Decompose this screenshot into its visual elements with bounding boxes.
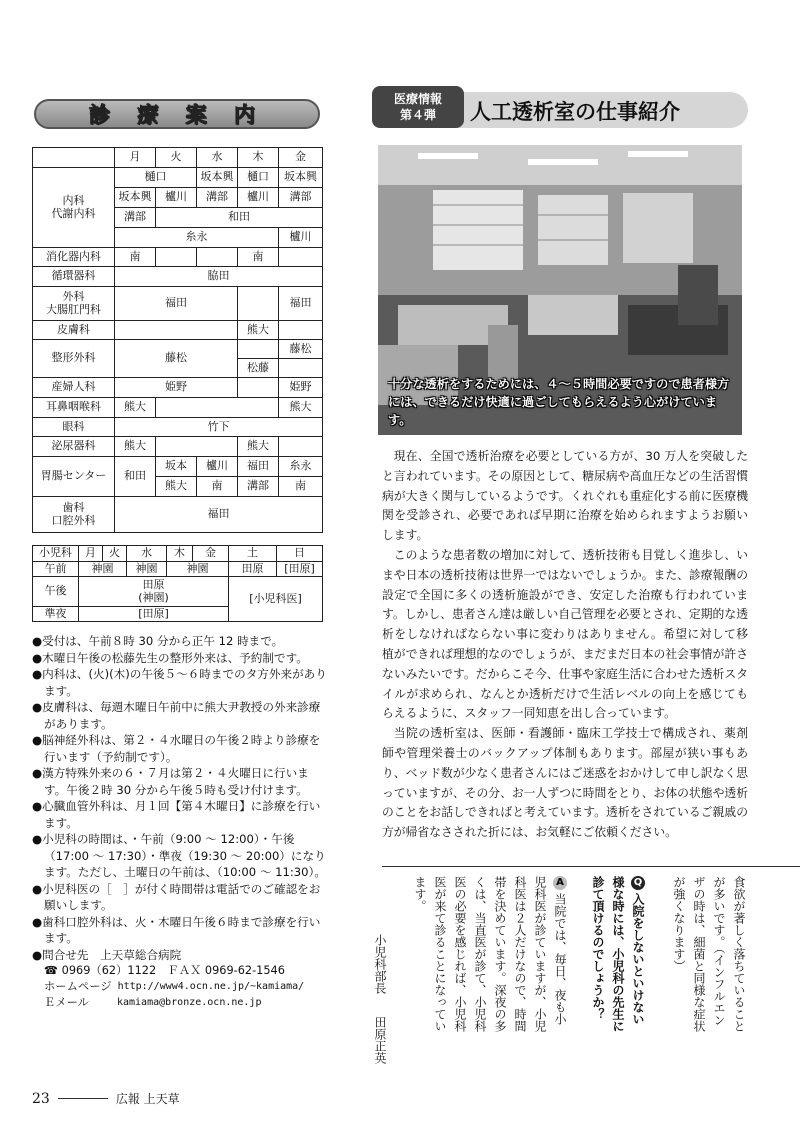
pediatric-header-row xyxy=(33,546,323,562)
cell: 南 xyxy=(238,248,279,267)
qa-prev-text: 食欲が著しく落ちていること xyxy=(732,876,746,1032)
cell xyxy=(279,321,323,340)
ped-am-label: 午前 xyxy=(33,562,79,577)
cell: 神園 xyxy=(127,562,167,577)
question-text: 診て頂けるのでしょうか？ xyxy=(591,876,605,1020)
ped-sun: 日 xyxy=(277,546,323,562)
dept-ophth: 眼科 xyxy=(33,418,115,437)
cell: 福田 xyxy=(115,497,323,533)
answer-badge: A xyxy=(553,876,567,890)
cell: 溝部 xyxy=(238,477,279,497)
ped-sat: 土 xyxy=(229,546,277,562)
pediatric-schedule-table xyxy=(32,545,323,622)
cell: 櫨川 xyxy=(156,188,197,208)
qa-prev-text: が強くなります） xyxy=(672,876,686,972)
answer-text: くは、当直医が診て、小児科 xyxy=(473,876,487,1032)
cell: 藤松 xyxy=(115,340,238,378)
section-banner xyxy=(34,99,320,129)
cell: 福田 xyxy=(115,287,238,321)
ped-standby-label: 準夜 xyxy=(33,607,79,622)
ped-tue: 火 xyxy=(103,546,127,562)
dept-gi-center: 胃腸センター xyxy=(33,457,115,497)
cell: 坂本興 xyxy=(279,168,323,188)
answer-text: 医の必要を感じれば、小児科 xyxy=(453,876,467,1032)
banner-title: 診 療 案 内 xyxy=(89,103,265,127)
homepage-label: ホームページ xyxy=(44,980,112,993)
cell: 姫野 xyxy=(115,378,238,398)
answer-text: 当院では、毎日、夜も小 xyxy=(553,893,567,1025)
cell xyxy=(279,248,323,267)
answer-text: 児科医が診ていますが、小児 xyxy=(533,876,547,1032)
page-number: 23 xyxy=(32,1090,50,1107)
contact-block xyxy=(32,963,328,1011)
cell: 藤松 xyxy=(279,340,323,359)
cell: 和田 xyxy=(115,457,156,497)
cell: 樋口 xyxy=(115,168,197,188)
notice-item: ●内科は、(火)(木)の午後５～６時までのタ方外来があります。 xyxy=(32,667,327,698)
cell: 糸永 xyxy=(115,228,279,248)
answer-text: ます。 xyxy=(413,876,427,912)
cell: [田原] xyxy=(79,607,229,622)
day-mon: 月 xyxy=(115,148,156,168)
section-divider xyxy=(382,866,800,867)
clinic-schedule-table xyxy=(32,147,323,533)
notice-item: ●漢方特殊外来の６・７月は第２・４火曜日に行います。午後２時 30 分から午後５時も受け付けます。 xyxy=(32,766,309,797)
cell: 熊大 xyxy=(279,398,323,418)
article-paragraph: 現在、全国で透析治療を必要としている方が、30 万人を突破したと言われています。その原因として、糖尿病や高血圧などの生活習慣病が大きく関与しているようです。くれぐれも重症化する前に医療機関を受診され、必要であれば早期に治療を始められますようお願いします。 xyxy=(382,449,748,543)
dept-gastro: 消化器内科 xyxy=(33,248,115,267)
cell: 姫野 xyxy=(279,378,323,398)
qa-prev-text: ザの時は、細菌と同様な症状 xyxy=(692,876,706,1032)
ped-pm-label: 午後 xyxy=(33,577,79,607)
cell xyxy=(79,577,229,607)
cell xyxy=(156,437,238,457)
cell: 南 xyxy=(197,477,238,497)
contact-phone: ☎ 0969（62）1122 ＦＡＸ 0969-62-1546 xyxy=(44,964,285,977)
cell: 竹下 xyxy=(115,418,323,437)
dept-ent: 耳鼻咽喉科 xyxy=(33,398,115,418)
article-paragraph: このような患者数の増加に対して、透析技術も目覚しく進歩し、いまや日本の透析技術は世界一ではないでしょうか。また、診療報酬の設定で全国に多くの透析施設ができ、安定した治療も行われています。しかし、患者さん達は厳しい自己管理を必要とされ、定期的な透析をしなければならない事に変わりはありません。希望に対して移植ができれば理想的なのでしょうが、まだまだ日本の社会事情が許さないみたいです。だからこそ今、仕事や家庭生活に合わせた透析スタイルが求められ、なんとか透析だけで生活レベルの向上を感じてもらえるように、スタッフ一同知恵を出し合っています。 xyxy=(382,547,748,721)
cell: 櫨川 xyxy=(238,188,279,208)
schedule-corner xyxy=(33,148,115,168)
cell: 溝部 xyxy=(279,188,323,208)
answer-text: 医が来て診ることになってい xyxy=(433,876,447,1032)
notice-item: ●脳神経外科は、第２・４水曜日の午後２時より診療を行います（予約制です）。 xyxy=(32,733,321,764)
cell xyxy=(279,359,323,378)
answer-text: 科医は２人だけなので、時間 xyxy=(513,876,527,1032)
series-tab: 医療情報 第４弾 xyxy=(372,86,464,128)
cell: 福田 xyxy=(279,287,323,321)
ped-fri: 金 xyxy=(193,546,229,562)
dept-ortho: 整形外科 xyxy=(33,340,115,378)
day-fri: 金 xyxy=(279,148,323,168)
notice-item: ●小児科医の［ ］が付く時間帯は電話でのご確認をお願いします。 xyxy=(32,881,321,912)
notice-list xyxy=(32,633,328,1011)
dept-internal: 内科 代謝内科 xyxy=(33,168,115,248)
notice-item: ●心臓血管外科は、月１回【第４木曜日】に診療を行います。 xyxy=(32,799,321,830)
cell xyxy=(238,340,279,359)
cell xyxy=(115,321,238,340)
question-text: 入院をしないといけない xyxy=(631,893,645,1025)
cell: 神園 xyxy=(167,562,229,577)
cell: 糸永 xyxy=(279,457,323,477)
cell: 南 xyxy=(279,477,323,497)
cell: 田原 xyxy=(229,562,277,577)
cell: 樋口 xyxy=(238,168,279,188)
cell: 神園 xyxy=(79,562,127,577)
contact-heading: ●問合せ先 上天草総合病院 xyxy=(32,947,182,962)
ped-wed: 水 xyxy=(127,546,167,562)
cell xyxy=(279,437,323,457)
cell: 熊大 xyxy=(115,398,156,418)
day-thu: 木 xyxy=(238,148,279,168)
notice-item: ●歯科口腔外科は、火・木曜日午後６時まで診療を行います。 xyxy=(32,914,321,945)
cell: 松藤 xyxy=(238,359,279,378)
email-link[interactable]: kamiama@bronze.ocn.ne.jp xyxy=(116,997,262,1008)
dept-urology: 泌尿器科 xyxy=(33,437,115,457)
photo-caption: 十分な透析をするためには、４～５時間必要ですので患者様方には、できるだけ快適に過ごしてもらえるよう心がけています。 xyxy=(388,377,730,427)
cell: 溝部 xyxy=(115,208,156,228)
cell xyxy=(238,287,279,321)
notice-item: ●木曜日午後の松藤先生の整形外来は、予約制です。 xyxy=(32,650,308,665)
dept-surgery: 外科 大腸肛門科 xyxy=(33,287,115,321)
qa-prev-text: が多いです。（インフルエン xyxy=(712,876,726,1026)
ped-thu: 木 xyxy=(167,546,193,562)
cell: 南 xyxy=(115,248,156,267)
cell xyxy=(156,248,197,267)
email-label: Ｅメール xyxy=(44,996,89,1009)
question-badge: Q xyxy=(631,876,645,890)
article-paragraph: 当院の透析室は、医師・看護師・臨床工学技士で構成され、薬剤師や管理栄養士のバックアップ体制もあります。部屋が狭い事もあり、ベッド数が少なく患者さんにはご迷惑をおかけして申し訳なく思っていますが、その分、お一人ずつに時間をとり、お体の状態や透析のことをお話しできればと考えています。透析をされているご親戚の方が帰省なさされた折には、お気軽にご依頼ください。 xyxy=(382,726,748,840)
cell xyxy=(197,248,238,267)
notice-item: ●受付は、午前８時 30 分から正午 12 時まで。 xyxy=(32,634,284,648)
ped-pm-doctor: 田原 xyxy=(142,577,165,591)
cell: 和田 xyxy=(156,208,323,228)
cell: 坂本興 xyxy=(197,168,238,188)
ped-pm-doctor-2: (神園) xyxy=(138,590,169,604)
cell: 坂本 xyxy=(156,457,197,477)
day-tue: 火 xyxy=(156,148,197,168)
footer-divider xyxy=(58,1098,108,1099)
notice-item: ●小児科の時間は、・午前（9:00 ～ 12:00）・午後（17:00 ～ 17:30）・準夜（19:30 ～ 20:00）になります。ただし、土曜日の午前は、（10:00 ～ 11:30）。 xyxy=(32,832,326,879)
cell xyxy=(156,398,279,418)
cell: 溝部 xyxy=(197,188,238,208)
ped-dept: 小児科 xyxy=(33,546,79,562)
cell: 熊大 xyxy=(238,437,279,457)
schedule-header-row xyxy=(33,148,323,168)
cell: [小児科医] xyxy=(229,577,323,622)
cell: 坂本興 xyxy=(115,188,156,208)
dept-obgyn: 産婦人科 xyxy=(33,378,115,398)
answer-text: 帯を決めています。深夜の多 xyxy=(493,876,507,1032)
signature-title: 小児科部長 xyxy=(373,934,387,994)
signature-name: 田原正英 xyxy=(373,1016,387,1064)
question-text: 様な時には、小児科の先生に xyxy=(611,876,625,1032)
page-footer xyxy=(32,1090,180,1107)
cell: 熊大 xyxy=(238,321,279,340)
notice-item: ●皮膚科は、毎週木曜日午前中に熊大尹教授の外来診療があります。 xyxy=(32,700,321,731)
publication-name: 広報 上天草 xyxy=(115,1092,180,1106)
dept-derm: 皮膚科 xyxy=(33,321,115,340)
homepage-link[interactable]: http://www4.ocn.ne.jp/~kamiama/ xyxy=(117,981,305,992)
dept-cardio: 循環器科 xyxy=(33,267,115,287)
cell: 福田 xyxy=(238,457,279,477)
cell: 脇田 xyxy=(115,267,323,287)
article-body xyxy=(382,447,748,843)
day-wed: 水 xyxy=(197,148,238,168)
cell: 熊大 xyxy=(156,477,197,497)
cell: 櫨川 xyxy=(279,228,323,248)
cell xyxy=(238,378,279,398)
cell: 櫨川 xyxy=(197,457,238,477)
dept-dental: 歯科 口腔外科 xyxy=(33,497,115,533)
ped-mon: 月 xyxy=(79,546,103,562)
cell: 熊大 xyxy=(115,437,156,457)
article-title: 人工透析室の仕事紹介 xyxy=(470,100,680,124)
cell: [田原] xyxy=(277,562,323,577)
